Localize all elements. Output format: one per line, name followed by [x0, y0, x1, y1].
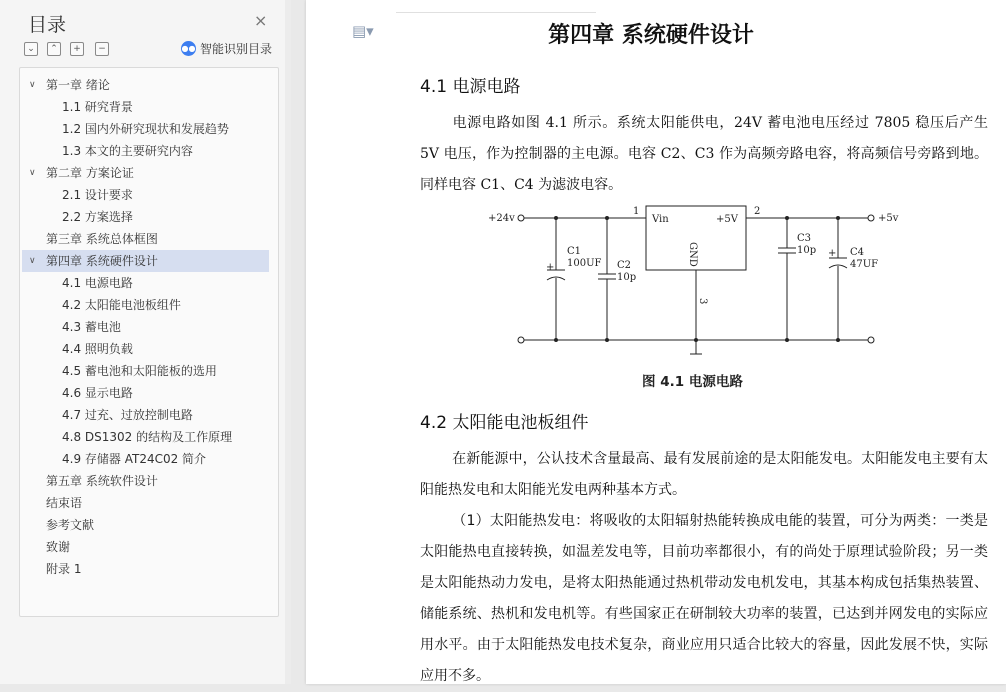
toc-item-label: 第三章 系统总体框图 [46, 232, 158, 246]
toc-item-label: 4.4 照明负载 [62, 342, 133, 356]
section-4-1-paragraph [420, 108, 988, 201]
page-top-edge [396, 0, 596, 13]
close-icon[interactable]: × [254, 11, 268, 30]
toc-item[interactable] [20, 96, 278, 118]
toc-item[interactable] [20, 338, 278, 360]
document-page[interactable] [306, 0, 1006, 684]
output-label: +5v [878, 213, 899, 224]
chapter-title: 第四章 系统硬件设计 [548, 23, 754, 48]
pin1-label: 1 [633, 206, 640, 217]
toc-item[interactable] [20, 470, 278, 492]
toc-item-label: 第四章 系统硬件设计 [46, 254, 158, 268]
toc-item[interactable] [20, 74, 278, 96]
toc-item[interactable] [20, 272, 278, 294]
input-label: +24v [488, 213, 515, 224]
add-heading-icon[interactable]: + [70, 42, 84, 56]
collapse-all-icon[interactable]: ⌄ [24, 42, 38, 56]
chevron-down-icon[interactable]: ∨ [29, 168, 36, 178]
figure-caption: 图 4.1 电源电路 [642, 374, 743, 390]
chevron-down-icon[interactable]: ∨ [29, 80, 36, 90]
toc-item-label: 4.5 蓄电池和太阳能板的选用 [62, 364, 217, 378]
toc-item-label: 2.2 方案选择 [62, 210, 133, 224]
smart-toc-button[interactable]: 智能识别目录 [200, 42, 273, 56]
toc-item-label: 4.9 存储器 AT24C02 简介 [62, 452, 207, 466]
toc-item[interactable] [20, 426, 278, 448]
toc-sidebar [0, 0, 291, 684]
vout-label: +5V [716, 214, 738, 225]
section-heading-4-1: 4.1 电源电路 [420, 77, 521, 97]
toc-item[interactable] [20, 404, 278, 426]
toc-item[interactable] [20, 228, 278, 250]
c3-value: 10p [797, 245, 817, 256]
document-area [291, 0, 991, 684]
document-icon[interactable]: ▤▾ [352, 22, 374, 40]
pin3-label: 3 [697, 298, 708, 305]
c1-plus: + [546, 262, 555, 273]
toc-item-label: 4.6 显示电路 [62, 386, 133, 400]
c4-name: C4 [850, 247, 865, 258]
toc-item[interactable] [20, 382, 278, 404]
toc-item-label: 1.3 本文的主要研究内容 [62, 144, 193, 158]
section-4-1-text: 电源电路如图 4.1 所示。系统太阳能供电，24V 蓄电池电压经过 7805 稳压后产生 5V 电压，作为控制器的主电源。电容 C2、C3 作为高频旁路电容，将高频信号旁路到地。同样电容 C1、C4 为滤波电容。 [420, 115, 988, 193]
expand-all-icon[interactable]: ⌃ [47, 42, 61, 56]
toc-item[interactable] [20, 492, 278, 514]
toc-list [19, 67, 279, 617]
section-4-2-paragraph-1 [420, 444, 988, 506]
toc-item-label: 4.1 电源电路 [62, 276, 133, 290]
chevron-down-icon[interactable]: ∨ [29, 256, 36, 266]
section-4-2-paragraph-2 [420, 506, 988, 692]
toc-item-label: 结束语 [46, 496, 83, 510]
toc-item[interactable] [20, 514, 278, 536]
toc-item[interactable] [20, 140, 278, 162]
toc-item[interactable] [20, 558, 278, 580]
pin2-label: 2 [754, 206, 761, 217]
toc-item-label: 第五章 系统软件设计 [46, 474, 158, 488]
toc-item[interactable] [22, 250, 269, 272]
power-circuit-diagram [486, 198, 899, 360]
toc-item[interactable] [20, 294, 278, 316]
toc-item-label: 4.2 太阳能电池板组件 [62, 298, 181, 312]
c4-plus: + [828, 248, 837, 259]
toc-title: 目录 [28, 14, 67, 36]
toc-item[interactable] [20, 360, 278, 382]
c2-value: 10p [617, 272, 637, 283]
toc-item[interactable] [20, 536, 278, 558]
toc-item[interactable] [20, 206, 278, 228]
toc-item-label: 第一章 绪论 [46, 78, 110, 92]
toc-item[interactable] [20, 118, 278, 140]
section-heading-4-2: 4.2 太阳能电池板组件 [420, 413, 589, 433]
section-4-2-text-2: （1）太阳能热发电：将吸收的太阳辐射热能转换成电能的装置，可分为两类：一类是太阳能热电直接转换，如温差发电等，目前功率都很小，有的尚处于原理试验阶段；另一类是太阳能热动力发电，是将太阳热能通过热机带动发电机发电，其基本构成包括集热装置、储能系统、热机和发电机等。有些国家正在研制较大功率的装置，已达到并网发电的实际应用水平。由于太阳能热发电技术复杂，商业应用只适合比较大的容量，因此发展不快，实际应用不多。 [420, 513, 988, 684]
toc-item-label: 1.2 国内外研究现状和发展趋势 [62, 122, 229, 136]
toc-item[interactable] [20, 316, 278, 338]
c3-name: C3 [797, 233, 812, 244]
section-4-2-text-1: 在新能源中，公认技术含量最高、最有发展前途的是太阳能发电。太阳能发电主要有太阳能热发电和太阳能光发电两种基本方式。 [420, 451, 988, 498]
toc-item[interactable] [20, 162, 278, 184]
toc-item[interactable] [20, 184, 278, 206]
c2-name: C2 [617, 260, 632, 271]
smart-toc-icon[interactable]: ●● [181, 41, 196, 56]
c1-name: C1 [567, 246, 582, 257]
c1-value: 100UF [567, 258, 602, 269]
gnd-label: GND [687, 242, 698, 267]
toc-item-label: 第二章 方案论证 [46, 166, 134, 180]
toc-item-label: 1.1 研究背景 [62, 100, 133, 114]
toc-item-label: 参考文献 [46, 518, 95, 532]
toc-item-label: 4.3 蓄电池 [62, 320, 121, 334]
toc-item-label: 4.7 过充、过放控制电路 [62, 408, 193, 422]
remove-heading-icon[interactable]: − [95, 42, 109, 56]
vin-label: Vin [652, 214, 669, 225]
toc-item-label: 4.8 DS1302 的结构及工作原理 [62, 430, 233, 444]
c4-value: 47UF [850, 259, 879, 270]
toc-item-label: 附录 1 [46, 562, 82, 576]
toc-item[interactable] [20, 448, 278, 470]
toc-item-label: 2.1 设计要求 [62, 188, 133, 202]
toc-item-label: 致谢 [46, 540, 71, 554]
